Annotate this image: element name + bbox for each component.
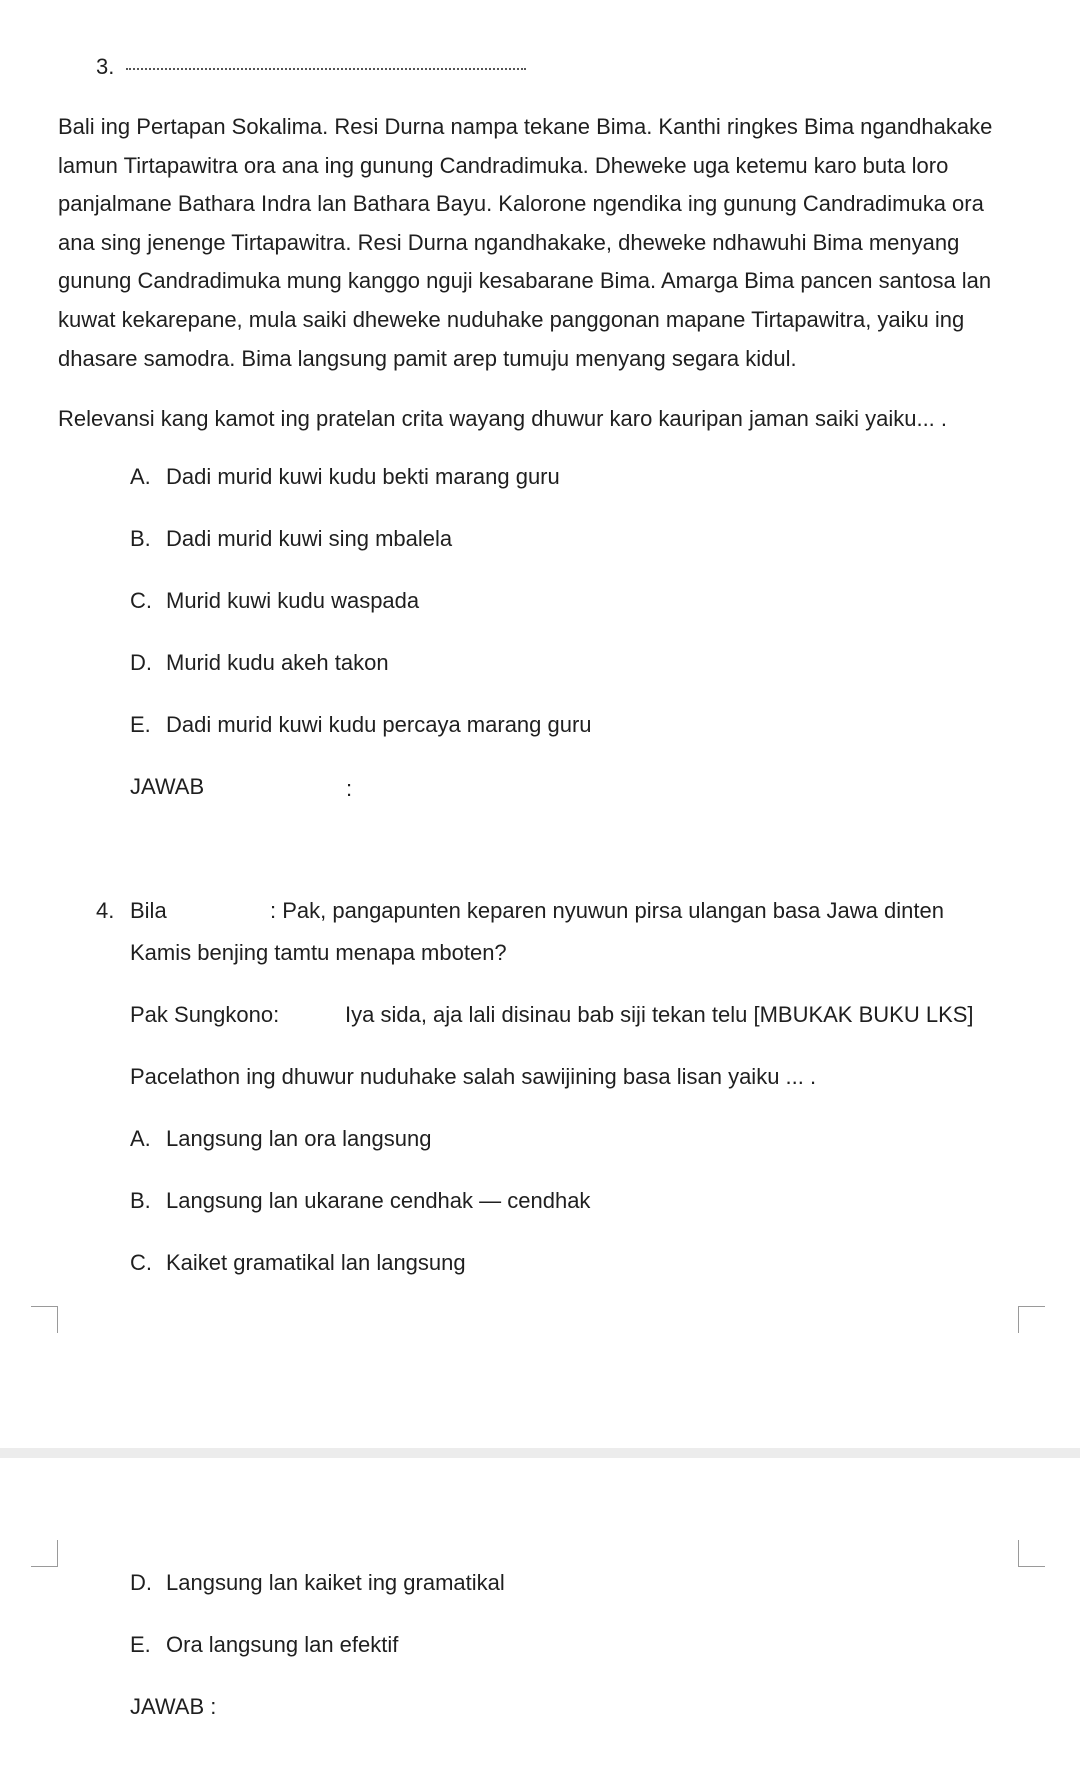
option-letter: B. [130, 1188, 151, 1213]
option-letter: C. [130, 588, 152, 613]
option-letter: A. [130, 1126, 151, 1151]
option-text: Langsung lan ukarane cendhak — cendhak [166, 1188, 591, 1213]
option-text: Kaiket gramatikal lan langsung [166, 1250, 466, 1275]
speaker-bila: Bila [130, 898, 167, 923]
option-text: Langsung lan kaiket ing gramatikal [166, 1570, 505, 1595]
option-letter: B. [130, 526, 151, 551]
option-letter: A. [130, 464, 151, 489]
question-3-passage: Bali ing Pertapan Sokalima. Resi Durna nampa tekane Bima. Kanthi ringkes Bima ngandhakake lamun Tirtapawitra ora ana ing gunung Candradimuka. Dheweke uga ketemu karo buta loro panjalmane Bathara Indra lan Bathara Bayu. Kalorone ngendika ing gunung Candradimuka ora ana sing jenenge Tirtapawitra. Resi Durna ngandhakake, dheweke ndhawuhi Bima menyang gunung Candradimuka mung kanggo nguji kesabarane Bima. Amarga Bima pancen santosa lan kuwat kekarepane, mula saiki dheweke nuduhake panggonan mapane Tirtapawitra, yaiku ing dhasare samodra. Bima langsung pamit arep tumuju menyang segara kidul. [58, 114, 993, 371]
question-3-answer-label: JAWAB [130, 774, 205, 799]
question-4-prompt: Pacelathon ing dhuwur nuduhake salah sawijining basa lisan yaiku ... . [130, 1064, 817, 1089]
dialogue-line-1-continued: Kamis benjing tamtu menapa mboten? [130, 940, 507, 965]
page-corner-mark [31, 1540, 58, 1567]
document-page-2 [0, 1458, 1080, 1784]
option-letter: D. [130, 1570, 152, 1595]
option-letter: E. [130, 712, 151, 737]
question-3-answer-colon: : [346, 776, 353, 801]
page-corner-mark [31, 1306, 58, 1333]
dialogue-line-1: : Pak, pangapunten keparen nyuwun pirsa ulangan basa Jawa dinten [270, 898, 944, 923]
option-letter: D. [130, 650, 152, 675]
option-text: Dadi murid kuwi kudu percaya marang guru [166, 712, 592, 737]
question-4-number: 4. [96, 898, 115, 923]
option-text: Murid kuwi kudu waspada [166, 588, 420, 613]
option-text: Murid kudu akeh takon [166, 650, 389, 675]
question-4-answer-label: JAWAB : [130, 1694, 217, 1719]
option-text: Dadi murid kuwi kudu bekti marang guru [166, 464, 560, 489]
page-corner-mark [1018, 1540, 1045, 1567]
speaker-pak-sungkono: Pak Sungkono: [130, 1002, 280, 1027]
question-3-prompt: Relevansi kang kamot ing pratelan crita wayang dhuwur karo kauripan jaman saiki yaiku... . [58, 406, 948, 431]
option-text: Dadi murid kuwi sing mbalela [166, 526, 453, 551]
dialogue-line-2: Iya sida, aja lali disinau bab siji tekan telu [MBUKAK BUKU LKS] [345, 1002, 974, 1027]
option-letter: C. [130, 1250, 152, 1275]
option-text: Ora langsung lan efektif [166, 1632, 399, 1657]
option-text: Langsung lan ora langsung [166, 1126, 432, 1151]
page-separator [0, 1448, 1080, 1458]
answer-blank-line [126, 68, 526, 70]
page-corner-mark [1018, 1306, 1045, 1333]
option-letter: E. [130, 1632, 151, 1657]
question-3-number: 3. [96, 54, 115, 79]
